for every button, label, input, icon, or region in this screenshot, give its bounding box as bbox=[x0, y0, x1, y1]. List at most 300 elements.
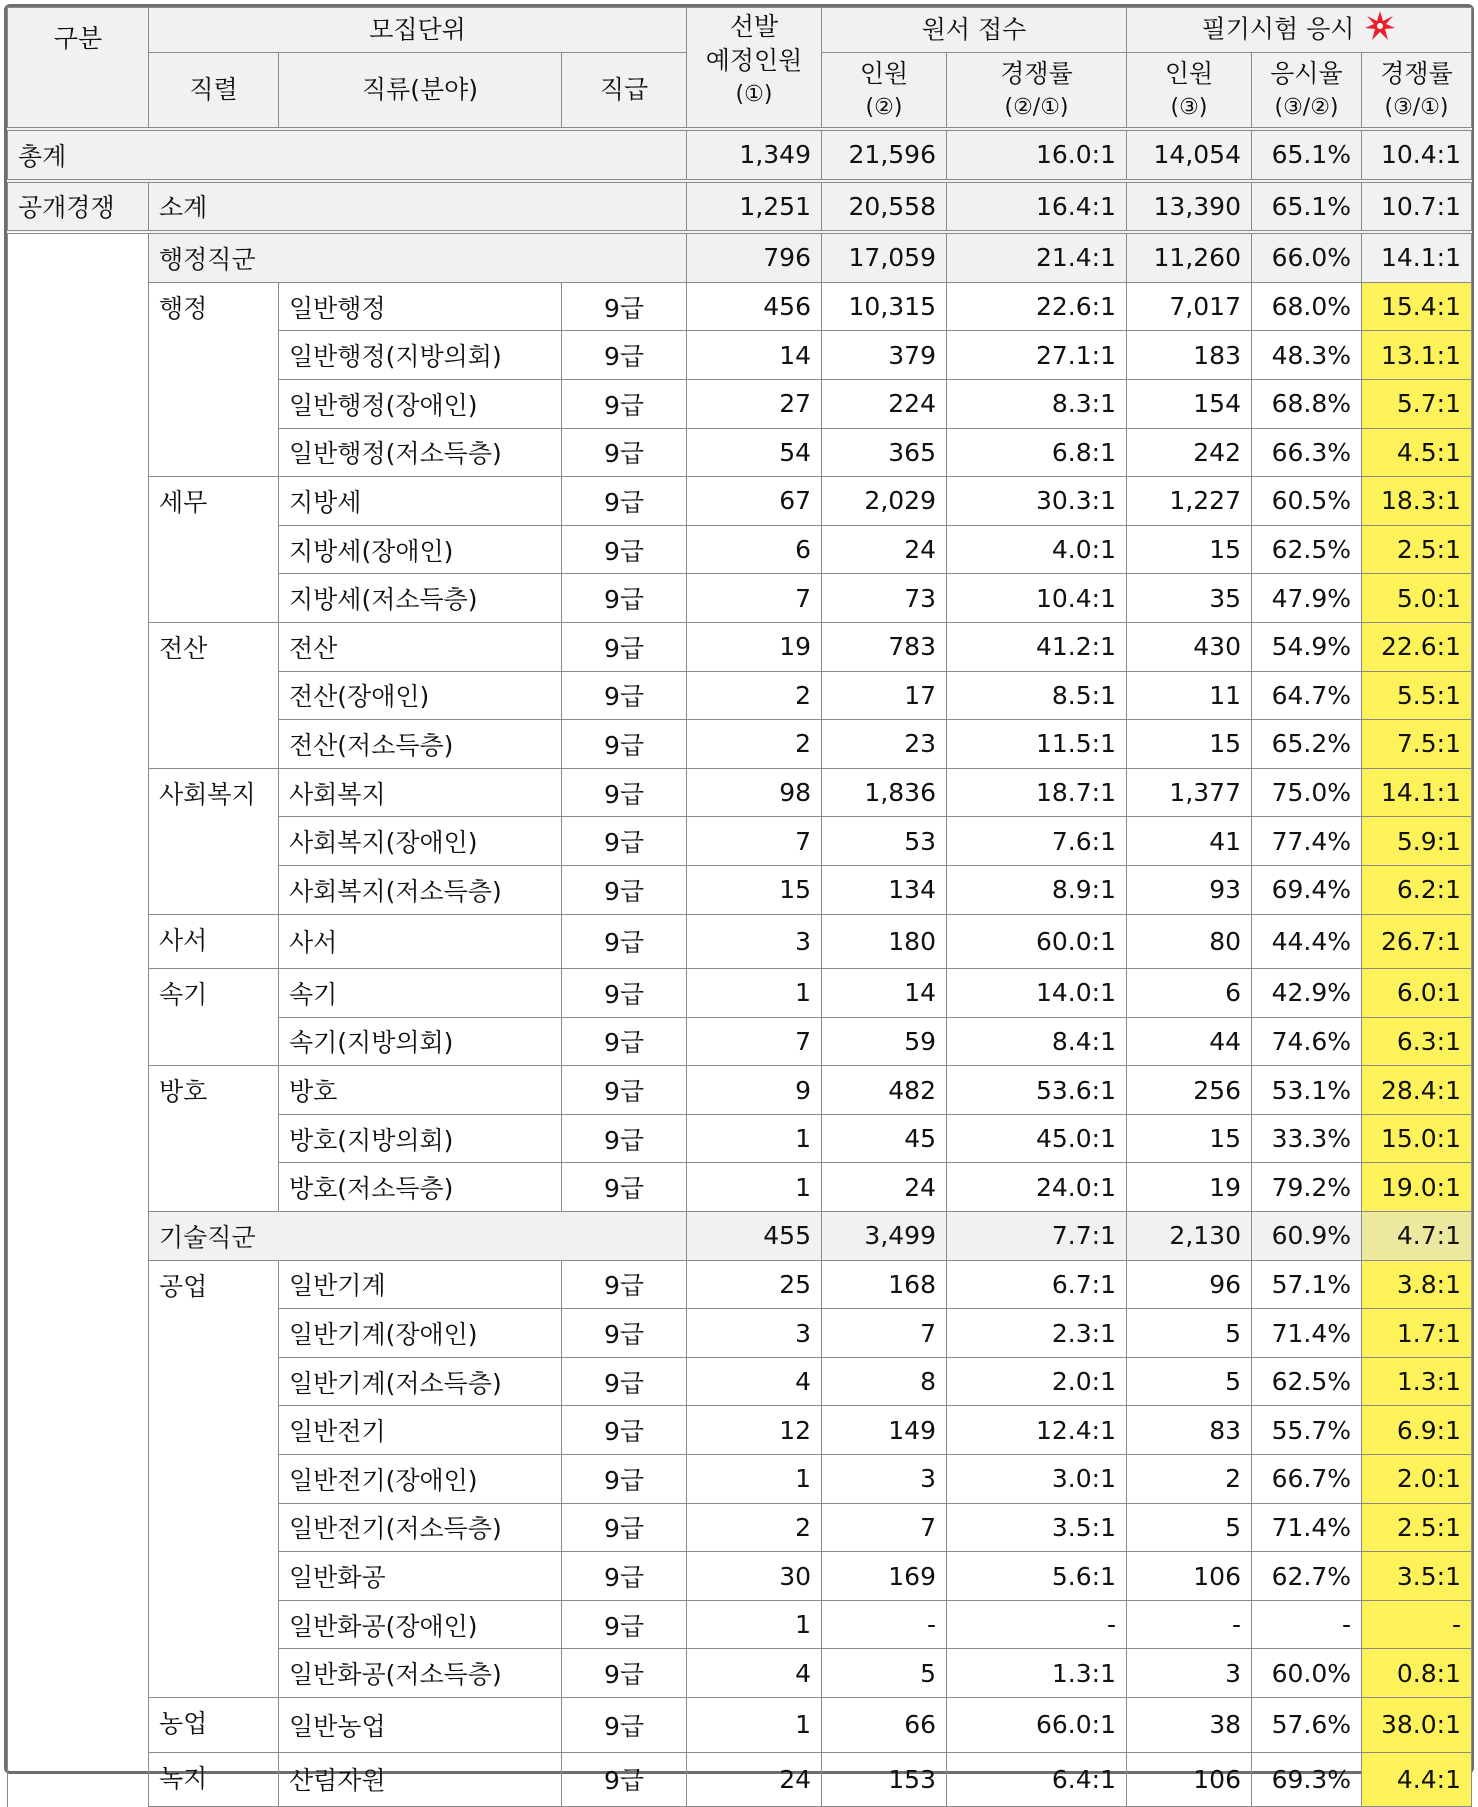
value-cell: 169 bbox=[822, 1552, 947, 1601]
value-cell: 22.6:1 bbox=[947, 282, 1127, 331]
value-cell: 41 bbox=[1127, 817, 1252, 866]
group-summary-cell: 11,260 bbox=[1127, 232, 1252, 282]
value-cell: 12 bbox=[687, 1406, 822, 1455]
value-cell: 59 bbox=[822, 1017, 947, 1066]
summary-total-cell: 21,596 bbox=[822, 129, 947, 181]
jikryeol-cell: 농업 bbox=[149, 1698, 279, 1753]
header-seonbal-line3: (①) bbox=[735, 82, 773, 107]
summary-open-cell: 16.4:1 bbox=[947, 181, 1127, 233]
highlighted-ratio-cell: 5.5:1 bbox=[1362, 671, 1472, 720]
group-summary-row bbox=[8, 1212, 1472, 1261]
indent-cell bbox=[8, 969, 149, 1018]
jikgeup-cell: 9급 bbox=[562, 969, 687, 1018]
value-cell: 71.4% bbox=[1252, 1309, 1362, 1358]
value-cell: 77.4% bbox=[1252, 817, 1362, 866]
jikryu-cell: 일반행정(지방의회) bbox=[279, 331, 562, 380]
indent-cell bbox=[8, 428, 149, 477]
jikryeol-cell: 전산 bbox=[149, 622, 279, 768]
jikgeup-cell: 9급 bbox=[562, 428, 687, 477]
group-summary-row bbox=[8, 232, 1472, 282]
value-cell: 98 bbox=[687, 768, 822, 817]
jikryu-cell: 전산 bbox=[279, 622, 562, 671]
summary-open-cell: 1,251 bbox=[687, 181, 822, 233]
value-cell: 48.3% bbox=[1252, 331, 1362, 380]
table-row bbox=[8, 1260, 1472, 1309]
indent-cell bbox=[8, 720, 149, 769]
value-cell: 6.8:1 bbox=[947, 428, 1127, 477]
value-cell: 45 bbox=[822, 1114, 947, 1163]
indent-cell bbox=[8, 1698, 149, 1753]
highlighted-ratio-cell: 38.0:1 bbox=[1362, 1698, 1472, 1753]
indent-cell bbox=[8, 1600, 149, 1649]
value-cell: 3 bbox=[822, 1455, 947, 1504]
group-summary-cell: 4.7:1 bbox=[1362, 1212, 1472, 1261]
header-seonbal-line2: 예정인원 bbox=[705, 46, 803, 75]
indent-cell bbox=[8, 282, 149, 331]
value-cell: 3 bbox=[1127, 1649, 1252, 1698]
value-cell: 66.0:1 bbox=[947, 1698, 1127, 1753]
jikryu-cell: 일반행정(저소득층) bbox=[279, 428, 562, 477]
value-cell: 42.9% bbox=[1252, 969, 1362, 1018]
value-cell: 456 bbox=[687, 282, 822, 331]
value-cell: 69.4% bbox=[1252, 865, 1362, 914]
value-cell: 2 bbox=[687, 720, 822, 769]
jikryu-cell: 지방세(장애인) bbox=[279, 525, 562, 574]
indent-cell bbox=[8, 768, 149, 817]
highlighted-ratio-cell: 2.0:1 bbox=[1362, 1455, 1472, 1504]
indent-cell bbox=[8, 1406, 149, 1455]
highlighted-ratio-cell: 1.7:1 bbox=[1362, 1309, 1472, 1358]
summary-open-cell: 13,390 bbox=[1127, 181, 1252, 233]
indent-cell bbox=[8, 1260, 149, 1309]
value-cell: 54.9% bbox=[1252, 622, 1362, 671]
group-summary-cell: 60.9% bbox=[1252, 1212, 1362, 1261]
jikgeup-cell: 9급 bbox=[562, 1114, 687, 1163]
indent-cell bbox=[8, 865, 149, 914]
group-summary-cell: 14.1:1 bbox=[1362, 232, 1472, 282]
value-cell: 1 bbox=[687, 1600, 822, 1649]
table-row bbox=[8, 914, 1472, 969]
value-cell: 74.6% bbox=[1252, 1017, 1362, 1066]
value-cell: 67 bbox=[687, 477, 822, 526]
table-frame bbox=[4, 4, 1474, 1796]
group-summary-cell: 7.7:1 bbox=[947, 1212, 1127, 1261]
value-cell: 19 bbox=[1127, 1163, 1252, 1212]
value-cell: 7 bbox=[822, 1309, 947, 1358]
highlighted-ratio-cell: 6.9:1 bbox=[1362, 1406, 1472, 1455]
value-cell: 14 bbox=[822, 969, 947, 1018]
value-cell: 6 bbox=[687, 525, 822, 574]
indent-cell bbox=[8, 574, 149, 623]
highlighted-ratio-cell: 13.1:1 bbox=[1362, 331, 1472, 380]
jikryeol-cell: 사서 bbox=[149, 914, 279, 969]
value-cell: 44.4% bbox=[1252, 914, 1362, 969]
jikryu-cell: 방호(지방의회) bbox=[279, 1114, 562, 1163]
header-mojip: 모집단위 bbox=[149, 8, 687, 53]
value-cell: 1 bbox=[687, 1163, 822, 1212]
value-cell: 35 bbox=[1127, 574, 1252, 623]
value-cell: 24 bbox=[822, 525, 947, 574]
summary-open-cell: 10.7:1 bbox=[1362, 181, 1472, 233]
indent-cell bbox=[8, 477, 149, 526]
value-cell: 27 bbox=[687, 379, 822, 428]
table-body bbox=[8, 129, 1472, 1807]
value-cell: 60.0:1 bbox=[947, 914, 1127, 969]
value-cell: 2.0:1 bbox=[947, 1357, 1127, 1406]
highlighted-ratio-cell: 14.1:1 bbox=[1362, 768, 1472, 817]
value-cell: 53 bbox=[822, 817, 947, 866]
jikgeup-cell: 9급 bbox=[562, 1503, 687, 1552]
highlighted-ratio-cell: 19.0:1 bbox=[1362, 1163, 1472, 1212]
jikgeup-cell: 9급 bbox=[562, 1752, 687, 1807]
indent-cell bbox=[8, 1503, 149, 1552]
indent-cell bbox=[8, 1066, 149, 1115]
indent-cell bbox=[8, 1309, 149, 1358]
table-row bbox=[8, 969, 1472, 1018]
value-cell: 9 bbox=[687, 1066, 822, 1115]
value-cell: - bbox=[1252, 1600, 1362, 1649]
jikryeol-cell: 행정 bbox=[149, 282, 279, 476]
header-pilgi-label: 필기시험 응시 bbox=[1201, 14, 1355, 43]
highlighted-ratio-cell: 5.9:1 bbox=[1362, 817, 1472, 866]
jikryeol-cell: 방호 bbox=[149, 1066, 279, 1212]
value-cell: 15 bbox=[687, 865, 822, 914]
value-cell: 106 bbox=[1127, 1552, 1252, 1601]
highlighted-ratio-cell: 4.4:1 bbox=[1362, 1752, 1472, 1807]
highlighted-ratio-cell: 5.0:1 bbox=[1362, 574, 1472, 623]
value-cell: 14 bbox=[687, 331, 822, 380]
indent-cell bbox=[8, 1752, 149, 1807]
value-cell: 1 bbox=[687, 1698, 822, 1753]
value-cell: 365 bbox=[822, 428, 947, 477]
table-header bbox=[8, 8, 1472, 130]
value-cell: 83 bbox=[1127, 1406, 1252, 1455]
jikryu-cell: 일반전기 bbox=[279, 1406, 562, 1455]
header-eungsi bbox=[1252, 53, 1362, 130]
jikgeup-cell: 9급 bbox=[562, 914, 687, 969]
group-summary-label: 기술직군 bbox=[149, 1212, 687, 1261]
value-cell: 7 bbox=[687, 1017, 822, 1066]
value-cell: 66.7% bbox=[1252, 1455, 1362, 1504]
value-cell: 6.4:1 bbox=[947, 1752, 1127, 1807]
summary-row-total bbox=[8, 129, 1472, 181]
jikryu-cell: 지방세(저소득층) bbox=[279, 574, 562, 623]
jikgeup-cell: 9급 bbox=[562, 1552, 687, 1601]
value-cell: 379 bbox=[822, 331, 947, 380]
table-row bbox=[8, 1066, 1472, 1115]
indent-cell bbox=[8, 1212, 149, 1261]
table-row bbox=[8, 1752, 1472, 1807]
value-cell: 68.0% bbox=[1252, 282, 1362, 331]
summary-open-cell: 65.1% bbox=[1252, 181, 1362, 233]
value-cell: 224 bbox=[822, 379, 947, 428]
group-summary-cell: 66.0% bbox=[1252, 232, 1362, 282]
value-cell: 154 bbox=[1127, 379, 1252, 428]
highlighted-ratio-cell: 26.7:1 bbox=[1362, 914, 1472, 969]
value-cell: 7 bbox=[687, 574, 822, 623]
highlighted-ratio-cell: 6.2:1 bbox=[1362, 865, 1472, 914]
jikgeup-cell: 9급 bbox=[562, 379, 687, 428]
group-summary-cell: 17,059 bbox=[822, 232, 947, 282]
jikryu-cell: 지방세 bbox=[279, 477, 562, 526]
indent-cell bbox=[8, 1455, 149, 1504]
jikryu-cell: 산림자원 bbox=[279, 1752, 562, 1807]
value-cell: 11.5:1 bbox=[947, 720, 1127, 769]
highlighted-ratio-cell: 3.8:1 bbox=[1362, 1260, 1472, 1309]
jikgeup-cell: 9급 bbox=[562, 477, 687, 526]
group-summary-cell: 21.4:1 bbox=[947, 232, 1127, 282]
value-cell: 2 bbox=[1127, 1455, 1252, 1504]
value-cell: 44 bbox=[1127, 1017, 1252, 1066]
value-cell: 4 bbox=[687, 1649, 822, 1698]
value-cell: 1,377 bbox=[1127, 768, 1252, 817]
header-wonseo-inwon bbox=[822, 53, 947, 130]
value-cell: 482 bbox=[822, 1066, 947, 1115]
jikgeup-cell: 9급 bbox=[562, 1357, 687, 1406]
value-cell: 54 bbox=[687, 428, 822, 477]
indent-cell bbox=[8, 1114, 149, 1163]
jikryu-cell: 방호(저소득층) bbox=[279, 1163, 562, 1212]
value-cell: 79.2% bbox=[1252, 1163, 1362, 1212]
highlighted-ratio-cell: 22.6:1 bbox=[1362, 622, 1472, 671]
table-row bbox=[8, 768, 1472, 817]
value-cell: 62.5% bbox=[1252, 1357, 1362, 1406]
jikryeol-cell: 녹지 bbox=[149, 1752, 279, 1807]
red-burst-icon bbox=[1364, 10, 1396, 51]
value-cell: 14.0:1 bbox=[947, 969, 1127, 1018]
group-summary-label: 행정직군 bbox=[149, 232, 687, 282]
header-jikgeup: 직급 bbox=[562, 53, 687, 130]
value-cell: 57.6% bbox=[1252, 1698, 1362, 1753]
table-row bbox=[8, 622, 1472, 671]
jikryu-cell: 일반기계 bbox=[279, 1260, 562, 1309]
jikgeup-cell: 9급 bbox=[562, 331, 687, 380]
value-cell: 80 bbox=[1127, 914, 1252, 969]
header-wonseo-inwon-sub: (②) bbox=[865, 95, 903, 120]
value-cell: 3.0:1 bbox=[947, 1455, 1127, 1504]
jikryu-cell: 일반전기(저소득층) bbox=[279, 1503, 562, 1552]
value-cell: 6 bbox=[1127, 969, 1252, 1018]
value-cell: 30.3:1 bbox=[947, 477, 1127, 526]
value-cell: 134 bbox=[822, 865, 947, 914]
value-cell: 68.8% bbox=[1252, 379, 1362, 428]
jikryu-cell: 속기 bbox=[279, 969, 562, 1018]
value-cell: 3.5:1 bbox=[947, 1503, 1127, 1552]
group-summary-cell: 455 bbox=[687, 1212, 822, 1261]
value-cell: 53.1% bbox=[1252, 1066, 1362, 1115]
jikgeup-cell: 9급 bbox=[562, 1163, 687, 1212]
value-cell: 8 bbox=[822, 1357, 947, 1406]
value-cell: 153 bbox=[822, 1752, 947, 1807]
indent-cell bbox=[8, 914, 149, 969]
jikryu-cell: 사회복지(저소득층) bbox=[279, 865, 562, 914]
jikgeup-cell: 9급 bbox=[562, 1455, 687, 1504]
highlighted-ratio-cell: 1.3:1 bbox=[1362, 1357, 1472, 1406]
jikryu-cell: 사회복지(장애인) bbox=[279, 817, 562, 866]
value-cell: - bbox=[822, 1600, 947, 1649]
value-cell: 2 bbox=[687, 1503, 822, 1552]
value-cell: 66 bbox=[822, 1698, 947, 1753]
jikgeup-cell: 9급 bbox=[562, 282, 687, 331]
recruitment-competition-table bbox=[7, 7, 1472, 1807]
value-cell: 62.5% bbox=[1252, 525, 1362, 574]
value-cell: 23 bbox=[822, 720, 947, 769]
header-jikryu: 직류(분야) bbox=[279, 53, 562, 130]
jikgeup-cell: 9급 bbox=[562, 768, 687, 817]
value-cell: 10.4:1 bbox=[947, 574, 1127, 623]
value-cell: 38 bbox=[1127, 1698, 1252, 1753]
jikryu-cell: 일반기계(장애인) bbox=[279, 1309, 562, 1358]
jikryeol-cell: 사회복지 bbox=[149, 768, 279, 914]
value-cell: 30 bbox=[687, 1552, 822, 1601]
jikryu-cell: 일반기계(저소득층) bbox=[279, 1357, 562, 1406]
highlighted-ratio-cell: 6.3:1 bbox=[1362, 1017, 1472, 1066]
header-wonseo: 원서 접수 bbox=[822, 8, 1127, 53]
value-cell: 1 bbox=[687, 1114, 822, 1163]
summary-total-cell: 16.0:1 bbox=[947, 129, 1127, 181]
value-cell: 12.4:1 bbox=[947, 1406, 1127, 1455]
value-cell: 69.3% bbox=[1252, 1752, 1362, 1807]
indent-cell bbox=[8, 525, 149, 574]
highlighted-ratio-cell: - bbox=[1362, 1600, 1472, 1649]
value-cell: 7 bbox=[687, 817, 822, 866]
jikgeup-cell: 9급 bbox=[562, 1309, 687, 1358]
value-cell: 47.9% bbox=[1252, 574, 1362, 623]
jikryeol-cell: 공업 bbox=[149, 1260, 279, 1697]
highlighted-ratio-cell: 6.0:1 bbox=[1362, 969, 1472, 1018]
jikgeup-cell: 9급 bbox=[562, 671, 687, 720]
jikgeup-cell: 9급 bbox=[562, 1066, 687, 1115]
value-cell: 5 bbox=[1127, 1503, 1252, 1552]
jikryeol-cell: 세무 bbox=[149, 477, 279, 623]
header-wonseo-gyeongjaeng-sub: (②/①) bbox=[1004, 95, 1069, 120]
value-cell: 1 bbox=[687, 1455, 822, 1504]
value-cell: 8.3:1 bbox=[947, 379, 1127, 428]
summary-total-cell: 14,054 bbox=[1127, 129, 1252, 181]
highlighted-ratio-cell: 15.4:1 bbox=[1362, 282, 1472, 331]
value-cell: - bbox=[947, 1600, 1127, 1649]
value-cell: 7,017 bbox=[1127, 282, 1252, 331]
value-cell: 1.3:1 bbox=[947, 1649, 1127, 1698]
value-cell: 7 bbox=[822, 1503, 947, 1552]
value-cell: 1,836 bbox=[822, 768, 947, 817]
header-pilgi bbox=[1127, 8, 1472, 53]
value-cell: 27.1:1 bbox=[947, 331, 1127, 380]
header-jikryeol: 직렬 bbox=[149, 53, 279, 130]
value-cell: 8.5:1 bbox=[947, 671, 1127, 720]
value-cell: 7.6:1 bbox=[947, 817, 1127, 866]
indent-cell bbox=[8, 379, 149, 428]
value-cell: 5 bbox=[1127, 1309, 1252, 1358]
value-cell: 1,227 bbox=[1127, 477, 1252, 526]
value-cell: 106 bbox=[1127, 1752, 1252, 1807]
table-row bbox=[8, 282, 1472, 331]
summary-open-sublabel: 소계 bbox=[149, 181, 687, 233]
jikgeup-cell: 9급 bbox=[562, 1406, 687, 1455]
value-cell: 2,029 bbox=[822, 477, 947, 526]
indent-cell bbox=[8, 1357, 149, 1406]
value-cell: 24.0:1 bbox=[947, 1163, 1127, 1212]
value-cell: 25 bbox=[687, 1260, 822, 1309]
jikgeup-cell: 9급 bbox=[562, 720, 687, 769]
value-cell: 430 bbox=[1127, 622, 1252, 671]
value-cell: 11 bbox=[1127, 671, 1252, 720]
jikgeup-cell: 9급 bbox=[562, 574, 687, 623]
jikgeup-cell: 9급 bbox=[562, 525, 687, 574]
highlighted-ratio-cell: 3.5:1 bbox=[1362, 1552, 1472, 1601]
jikryu-cell: 전산(저소득층) bbox=[279, 720, 562, 769]
highlighted-ratio-cell: 2.5:1 bbox=[1362, 525, 1472, 574]
value-cell: 8.4:1 bbox=[947, 1017, 1127, 1066]
header-pilgi-inwon bbox=[1127, 53, 1252, 130]
summary-row-open bbox=[8, 181, 1472, 233]
value-cell: 71.4% bbox=[1252, 1503, 1362, 1552]
value-cell: - bbox=[1127, 1600, 1252, 1649]
header-wonseo-inwon-label: 인원 bbox=[859, 59, 909, 88]
summary-total-cell: 65.1% bbox=[1252, 129, 1362, 181]
value-cell: 15 bbox=[1127, 720, 1252, 769]
indent-cell bbox=[8, 671, 149, 720]
jikryu-cell: 일반화공(저소득층) bbox=[279, 1649, 562, 1698]
value-cell: 2 bbox=[687, 671, 822, 720]
value-cell: 4.0:1 bbox=[947, 525, 1127, 574]
value-cell: 75.0% bbox=[1252, 768, 1362, 817]
jikgeup-cell: 9급 bbox=[562, 1260, 687, 1309]
value-cell: 55.7% bbox=[1252, 1406, 1362, 1455]
value-cell: 66.3% bbox=[1252, 428, 1362, 477]
group-summary-cell: 2,130 bbox=[1127, 1212, 1252, 1261]
header-eungsi-label: 응시율 bbox=[1270, 59, 1343, 88]
header-pilgi-gyeongjaeng bbox=[1362, 53, 1472, 130]
indent-cell bbox=[8, 1649, 149, 1698]
highlighted-ratio-cell: 0.8:1 bbox=[1362, 1649, 1472, 1698]
table-row bbox=[8, 1698, 1472, 1753]
value-cell: 183 bbox=[1127, 331, 1252, 380]
jikgeup-cell: 9급 bbox=[562, 1698, 687, 1753]
indent-cell bbox=[8, 817, 149, 866]
value-cell: 45.0:1 bbox=[947, 1114, 1127, 1163]
jikryu-cell: 방호 bbox=[279, 1066, 562, 1115]
value-cell: 256 bbox=[1127, 1066, 1252, 1115]
value-cell: 17 bbox=[822, 671, 947, 720]
value-cell: 15 bbox=[1127, 525, 1252, 574]
value-cell: 5 bbox=[822, 1649, 947, 1698]
jikgeup-cell: 9급 bbox=[562, 1600, 687, 1649]
header-eungsi-sub: (③/②) bbox=[1274, 95, 1339, 120]
value-cell: 18.7:1 bbox=[947, 768, 1127, 817]
jikryu-cell: 사회복지 bbox=[279, 768, 562, 817]
header-wonseo-gyeongjaeng-label: 경쟁률 bbox=[1000, 59, 1073, 88]
value-cell: 3 bbox=[687, 1309, 822, 1358]
header-seonbal bbox=[687, 8, 822, 130]
value-cell: 41.2:1 bbox=[947, 622, 1127, 671]
value-cell: 8.9:1 bbox=[947, 865, 1127, 914]
value-cell: 180 bbox=[822, 914, 947, 969]
highlighted-ratio-cell: 4.5:1 bbox=[1362, 428, 1472, 477]
jikryu-cell: 일반행정 bbox=[279, 282, 562, 331]
group-summary-cell: 796 bbox=[687, 232, 822, 282]
jikryu-cell: 일반농업 bbox=[279, 1698, 562, 1753]
value-cell: 149 bbox=[822, 1406, 947, 1455]
value-cell: 6.7:1 bbox=[947, 1260, 1127, 1309]
header-pilgi-gyeongjaeng-sub: (③/①) bbox=[1384, 95, 1449, 120]
jikgeup-cell: 9급 bbox=[562, 865, 687, 914]
indent-cell bbox=[8, 232, 149, 282]
highlighted-ratio-cell: 28.4:1 bbox=[1362, 1066, 1472, 1115]
value-cell: 2.3:1 bbox=[947, 1309, 1127, 1358]
value-cell: 53.6:1 bbox=[947, 1066, 1127, 1115]
jikgeup-cell: 9급 bbox=[562, 1017, 687, 1066]
